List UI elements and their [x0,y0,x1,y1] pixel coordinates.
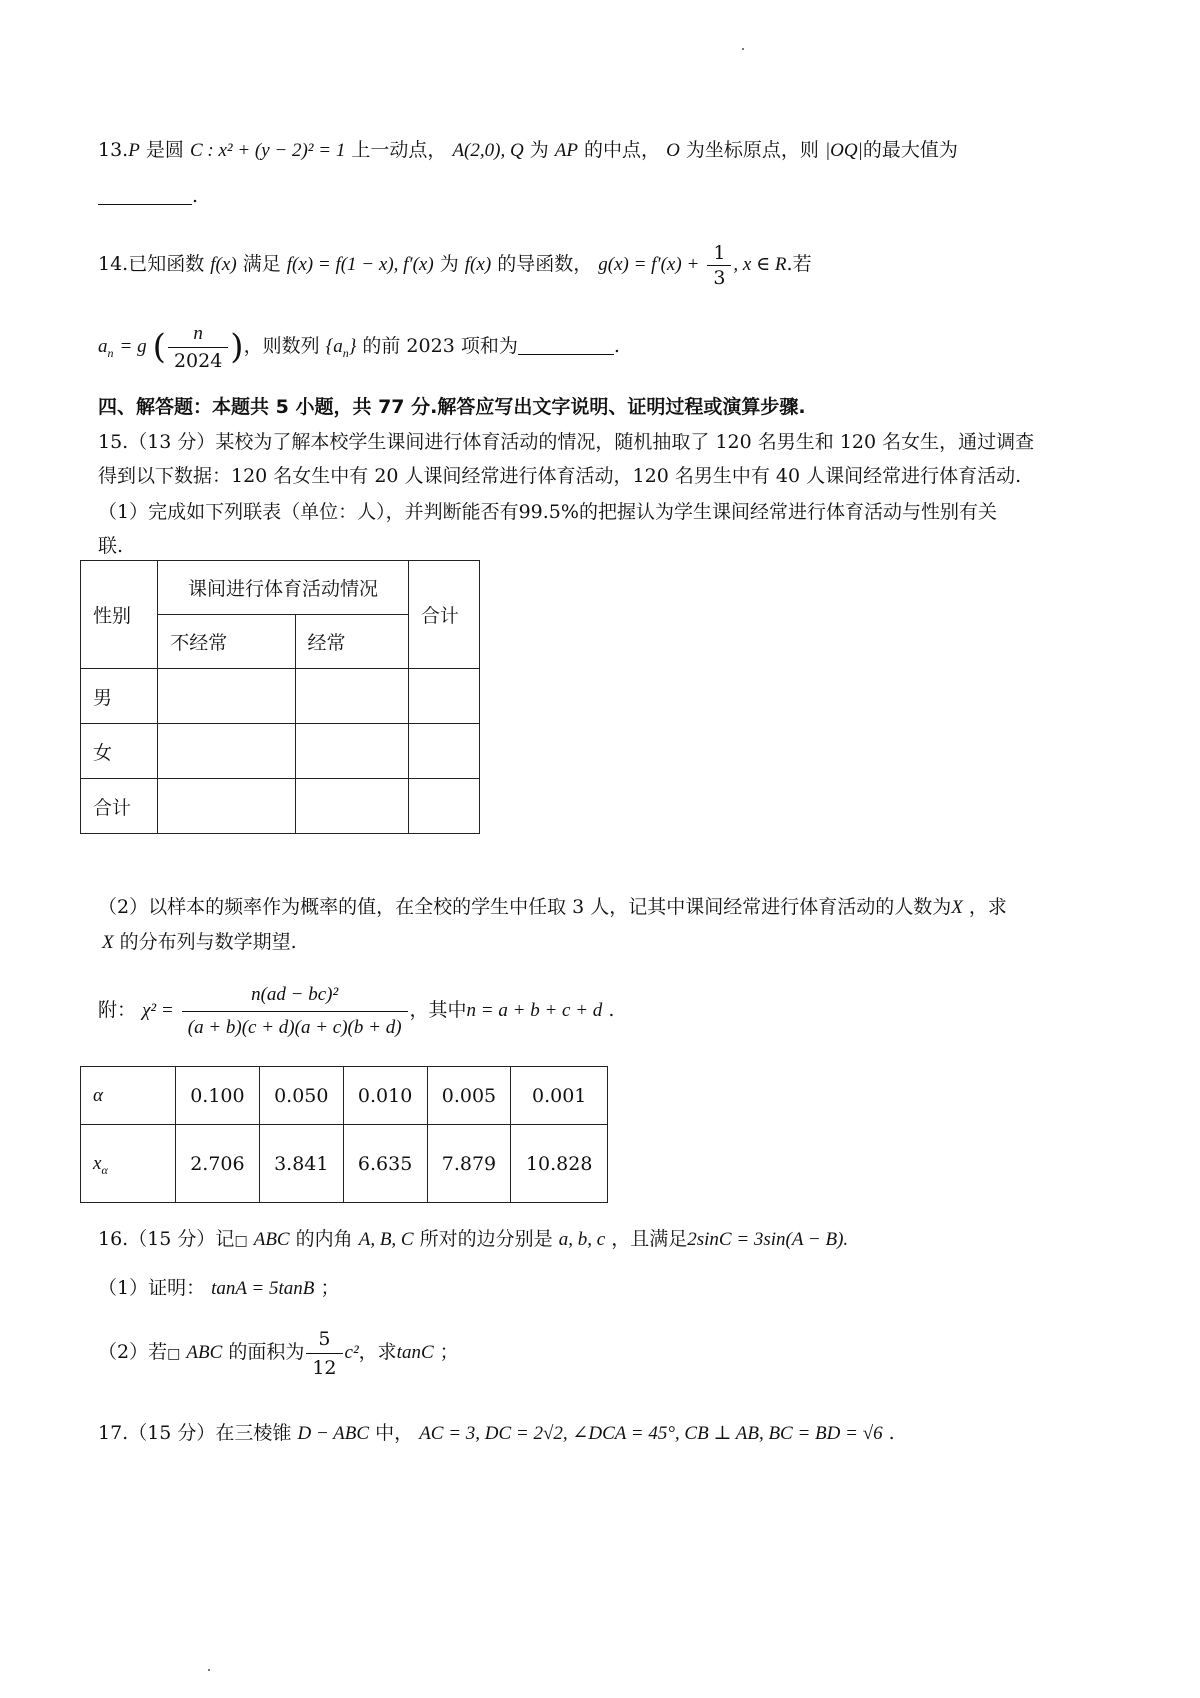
critical-value: 3.841 [259,1125,343,1203]
table-row [81,669,480,724]
question-13: 13.P 是圆 C : x² + (y − 2)² = 1 上一动点， A(2,0), Q 为 AP 的中点， O 为坐标原点，则 |OQ|的最大值为 [98,139,958,161]
empty-cell [295,669,408,724]
alpha-value: 0.005 [427,1067,511,1125]
empty-cell [408,779,479,834]
header-often: 经常 [295,615,408,669]
critical-value: 6.635 [343,1125,427,1203]
empty-cell [408,724,479,779]
x-alpha-label: $x_\alpha$ [81,1125,176,1203]
question-16: 16.（15 分）记□ ABC 的内角 A, B, C 所对的边分别是 a, b, c ，且满足2sinC = 3sin(A − B). [98,1228,849,1250]
row-label-male: 男 [81,669,158,724]
table-row [81,779,480,834]
critical-value: 2.706 [176,1125,260,1203]
question-14-line2: $a_n = g$ ( $\frac{n}{2024}$ )，则数列 $\{a_n\}$ 的前 2023 项和为 . [98,322,620,372]
answer-blank [98,184,192,205]
table-row [81,724,480,779]
question-15-part2-cont: X 的分布列与数学期望. [102,931,297,953]
scan-speck [742,48,744,50]
alpha-value: 0.010 [343,1067,427,1125]
header-gender: 性别 [81,561,158,669]
question-15-line1: 15.（13 分）某校为了解本校学生课间进行体育活动的情况，随机抽取了 120 名男生和 120 名女生，通过调查 [98,431,1035,453]
header-activity: 课间进行体育活动情况 [158,561,409,615]
empty-cell [295,779,408,834]
question-15-part2: （2）以样本的频率作为概率的值，在全校的学生中任取 3 人，记其中课间经常进行体育活动的人数为X ，求 [98,896,1007,918]
row-label-total: 合计 [81,779,158,834]
table-row [81,1125,608,1203]
alpha-value: 0.100 [176,1067,260,1125]
critical-value: 7.879 [427,1125,511,1203]
empty-cell [408,669,479,724]
empty-cell [158,724,295,779]
contingency-table [80,560,480,834]
empty-cell [158,779,295,834]
question-14-line1: 14.已知函数 f(x) 满足 f(x) = f(1 − x), f′(x) 为 f(x) 的导函数， g(x) = f′(x) + $\frac{1}{3}$ , x ∈ R.若 [98,241,812,289]
header-not-often: 不经常 [158,615,295,669]
table-row [81,1067,608,1125]
empty-cell [295,724,408,779]
row-label-female: 女 [81,724,158,779]
chi-square-fraction: $\frac{\text{n(ad − bc)²}}{(a + b)(c + d)(a + c)(b + d)}$ [182,981,408,1042]
question-16-part2: （2）若□ ABC 的面积为 $\frac{5}{12}$ c²，求tanC ； [98,1327,459,1379]
header-total: 合计 [408,561,479,669]
question-15-line2: 得到以下数据：120 名女生中有 20 人课间经常进行体育活动，120 名男生中有 40 人课间经常进行体育活动. [98,465,1022,487]
question-16-part1: （1）证明： tanA = 5tanB ； [98,1277,340,1299]
critical-value-table [80,1066,608,1203]
fraction-one-third: $\frac{1}{3}$ [707,243,731,288]
chi-square-formula: 附： χ² = $\frac{\text{n(ad − bc)²}}{(a + b)(c + d)(a + c)(b + d)}$ ，其中n = a + b + c + d . [98,978,614,1042]
answer-blank-13: . [98,182,198,210]
fraction-n-over-2024: $\frac{n}{2024}$ [168,323,228,372]
empty-cell [158,669,295,724]
answer-blank [518,334,614,355]
section-heading: 四、解答题：本题共 5 小题，共 77 分.解答应写出文字说明、证明过程或演算步骤. [98,396,806,418]
scan-speck [208,1669,210,1671]
question-17: 17.（15 分）在三棱锥 D − ABC 中， AC = 3, DC = 2√2, ∠DCA = 45°, CB ⊥ AB, BC = BD = √6 . [98,1422,895,1444]
alpha-label: α [81,1067,176,1125]
critical-value: 10.828 [511,1125,608,1203]
question-15-part1: （1）完成如下列联表（单位：人），并判断能否有99.5%的把握认为学生课间经常进行体育活动与性别有关 [98,501,997,523]
alpha-value: 0.001 [511,1067,608,1125]
fraction-5-over-12: $\frac{5}{12}$ [306,1327,342,1380]
question-15-part1-cont: 联. [98,535,124,557]
alpha-value: 0.050 [259,1067,343,1125]
